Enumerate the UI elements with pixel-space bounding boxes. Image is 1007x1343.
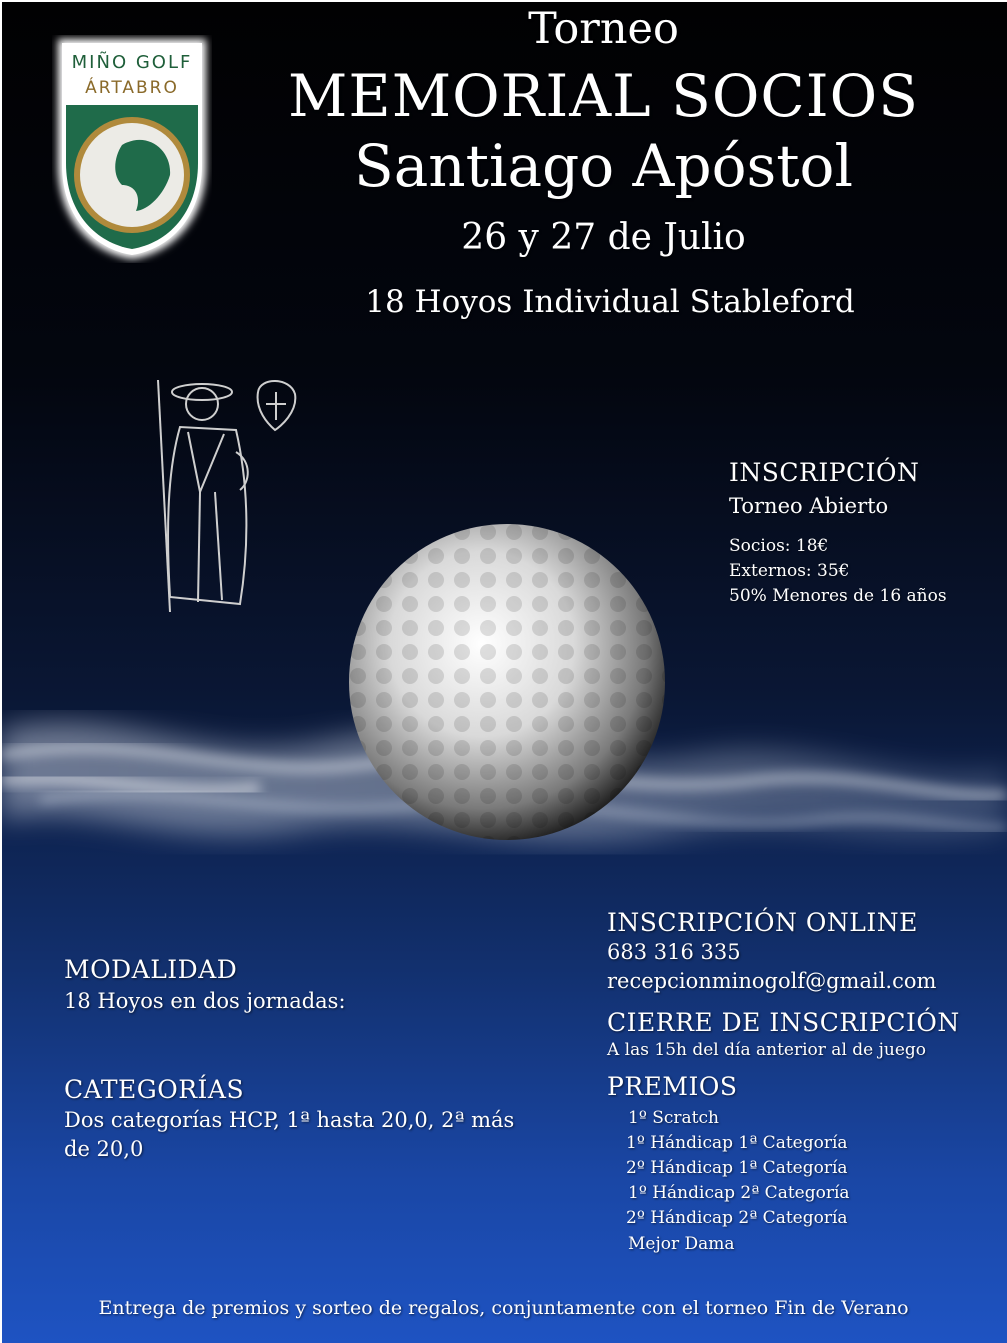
title-torneo: Torneo <box>528 4 679 54</box>
contact-email: recepcionminogolf@gmail.com <box>607 969 937 993</box>
inscripcion-type: Torneo Abierto <box>729 494 889 518</box>
tournament-format: 18 Hoyos Individual Stableford <box>365 284 855 320</box>
price-socios: Socios: 18€ <box>729 536 829 556</box>
categorias-heading: CATEGORÍAS <box>64 1075 245 1104</box>
santiago-pilgrim-illustration <box>140 372 305 622</box>
categorias-line-1: Dos categorías HCP, 1ª hasta 20,0, 2ª más <box>64 1108 515 1132</box>
logo-line-1: MIÑO GOLF <box>71 52 193 73</box>
premio-item: Mejor Dama <box>628 1234 735 1254</box>
categorias-line-2: de 20,0 <box>64 1137 144 1161</box>
premio-item: 1º Hándicap 2ª Categoría <box>628 1183 850 1203</box>
logo-line-2: ÁRTABRO <box>85 78 179 98</box>
premios-heading: PREMIOS <box>607 1072 738 1101</box>
premio-item: 1º Hándicap 1ª Categoría <box>626 1133 848 1153</box>
modalidad-text: 18 Hoyos en dos jornadas: <box>64 989 346 1013</box>
cierre-text: A las 15h del día anterior al de juego <box>607 1040 927 1060</box>
cierre-heading: CIERRE DE INSCRIPCIÓN <box>607 1008 960 1037</box>
premio-item: 1º Scratch <box>628 1108 719 1128</box>
inscripcion-heading: INSCRIPCIÓN <box>729 458 920 487</box>
premio-item: 2º Hándicap 2ª Categoría <box>626 1208 848 1228</box>
discount-menores: 50% Menores de 16 años <box>729 586 947 606</box>
modalidad-heading: MODALIDAD <box>64 955 238 984</box>
title-memorial-socios: MEMORIAL SOCIOS <box>288 62 919 130</box>
title-santiago-apostol: Santiago Apóstol <box>353 132 854 200</box>
tournament-dates: 26 y 27 de Julio <box>461 217 746 258</box>
price-externos: Externos: 35€ <box>729 561 850 581</box>
premio-item: 2º Hándicap 1ª Categoría <box>626 1158 848 1178</box>
golf-ball-image <box>345 520 670 845</box>
contact-phone: 683 316 335 <box>607 940 741 964</box>
footer-note: Entrega de premios y sorteo de regalos, conjuntamente con el torneo Fin de Verano <box>98 1297 909 1319</box>
online-heading: INSCRIPCIÓN ONLINE <box>607 908 918 937</box>
